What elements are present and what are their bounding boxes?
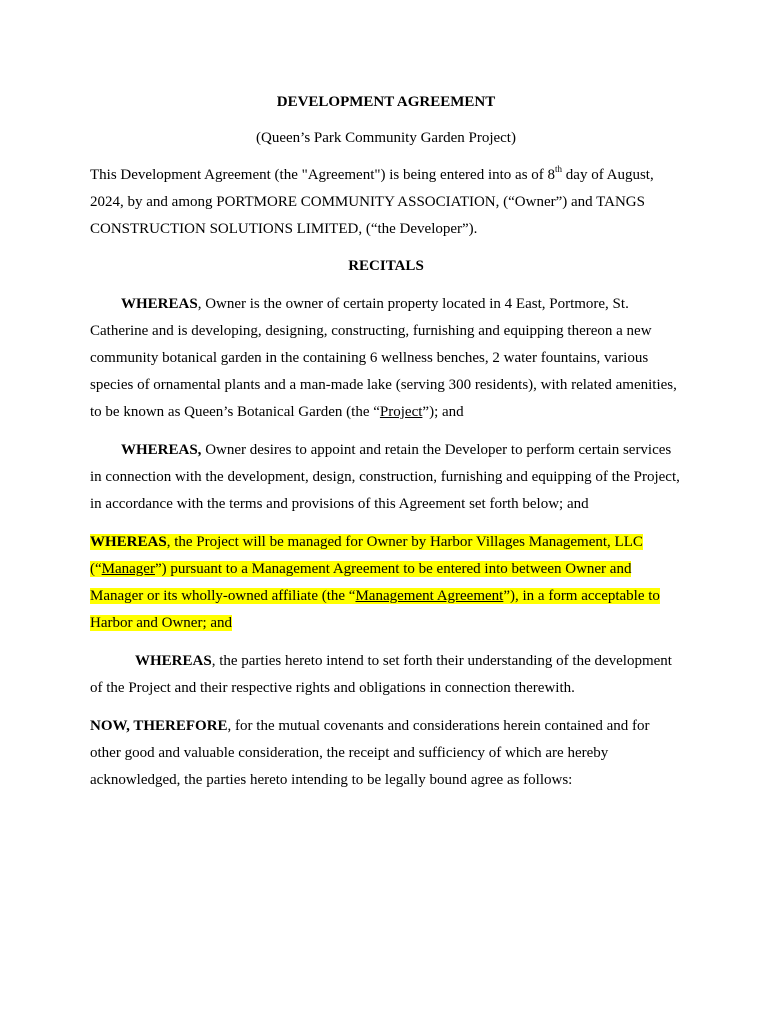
intro-text-start: This Development Agreement (the "Agreement") is being entered into as of 8 [90,167,556,183]
intro-paragraph [90,162,682,243]
highlighted-text [90,534,660,631]
document-body [90,92,682,794]
recitals-heading: RECITALS [348,258,424,274]
whereas-lead: WHEREAS, [121,442,202,458]
whereas-lead: WHEREAS [121,296,198,312]
whereas-text-2: ”) pursuant to a Management Agreement to be entered into between Owner and Manager or its wholly-owned affiliate (the “ [90,561,632,604]
ordinal-suffix: th [555,164,563,174]
whereas-text: , the parties hereto intend to set forth their understanding of the development of the Project and their respective rights and obligations in connection therewith. [90,653,672,696]
whereas-paragraph-3-highlighted [90,529,682,637]
now-therefore-text: , for the mutual covenants and considerations herein contained and for other good and valuable consideration, the receipt and sufficiency of which are hereby acknowledged, the parties hereto intending to be legally bound agree as follows: [90,718,650,788]
whereas-text: Owner desires to appoint and retain the Developer to perform certain services in connection with the development, design, construction, furnishing and equipping of the Project, in accordance with the terms and provisions of this Agreement set forth below; and [90,442,680,512]
now-therefore-paragraph [90,713,682,794]
now-therefore-lead: NOW, THEREFORE [90,718,228,734]
whereas-paragraph-4 [90,648,682,702]
document-title: DEVELOPMENT AGREEMENT [276,94,496,110]
whereas-text-3: ”), in a form acceptable to Harbor and Owner; and [90,588,660,631]
defined-term-project: Project [379,404,423,420]
defined-term-management-agreement: Management Agreement [355,588,504,604]
whereas-text: , Owner is the owner of certain property located in 4 East, Portmore, St. Catherine and is developing, designing, constructing, furnishing and equipping thereon a new community botanical garden in the containing 6 wellness benches, 2 water fountains, various species of ornamental plants and a man-made lake (serving 300 residents), with related amenities, to be known as Queen’s Botanical Garden (the “ [90,296,677,420]
whereas-paragraph-1 [90,291,682,426]
whereas-paragraph-2 [90,437,682,518]
defined-term-manager: Manager [101,561,155,577]
whereas-lead: WHEREAS [135,653,212,669]
whereas-text-1: , the Project will be managed for Owner by Harbor Villages Management, LLC (“ [90,534,643,577]
intro-text-end: day of August, 2024, by and among PORTMORE COMMUNITY ASSOCIATION, (“Owner”) and TANGS CONSTRUCTION SOLUTIONS LIMITED, (“the Developer”). [90,167,654,237]
whereas-lead: WHEREAS [90,534,167,550]
document-subtitle: (Queen’s Park Community Garden Project) [256,130,516,146]
whereas-tail: ”); and [422,404,464,420]
